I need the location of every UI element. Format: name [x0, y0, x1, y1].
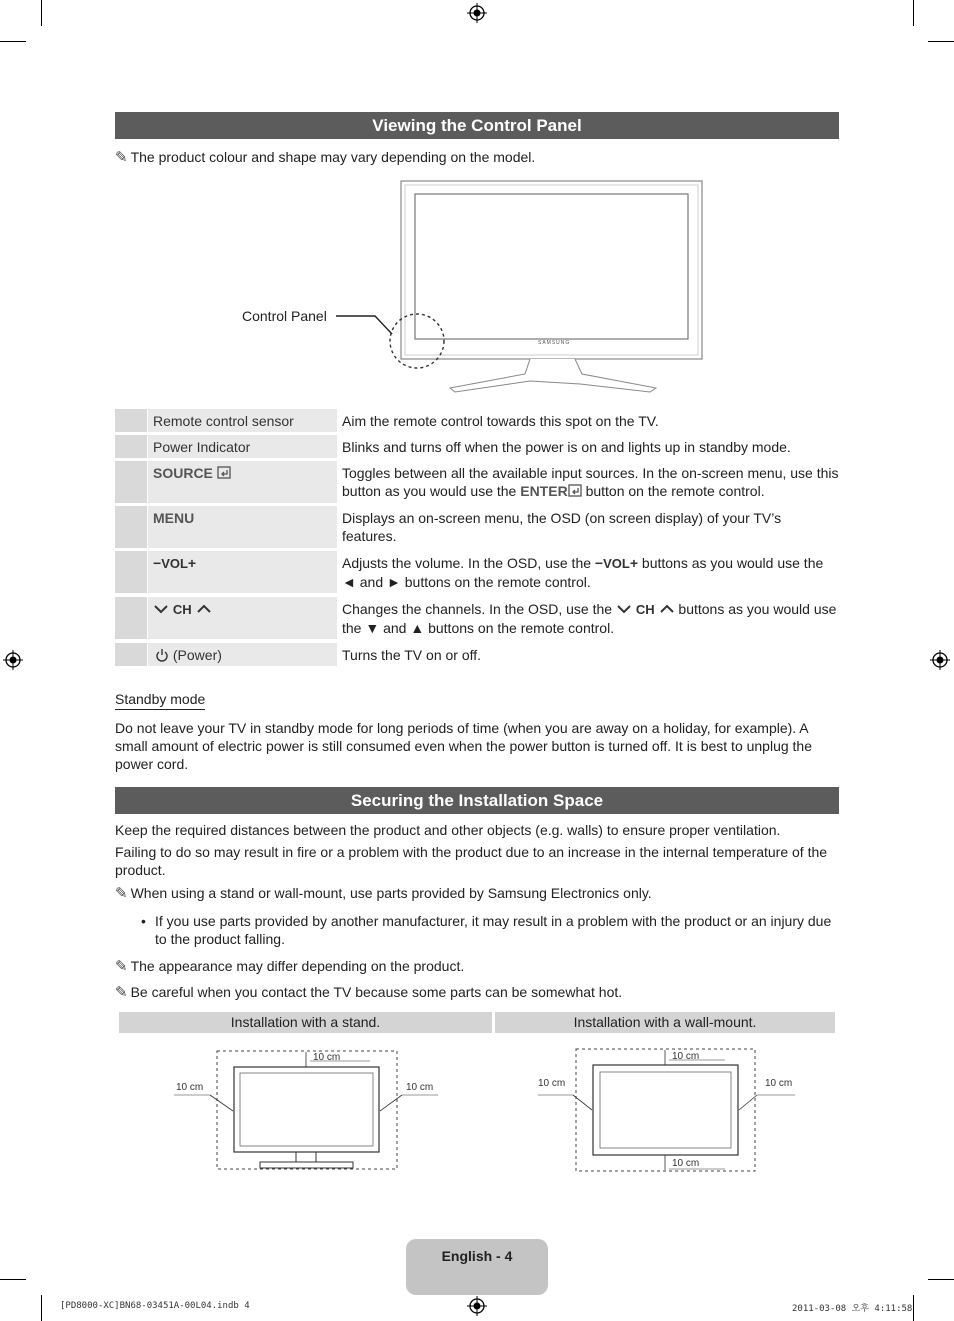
table-row — [115, 551, 839, 593]
note-pencil-icon: ✎ — [115, 984, 128, 1001]
wall-mount-diagram — [535, 1040, 800, 1175]
crop-mark — [0, 1279, 26, 1280]
control-name: Power Indicator — [148, 435, 337, 458]
install-paragraph-1: Keep the required distances between the product and other objects (e.g. walls) to ensure proper ventilation. — [115, 822, 781, 838]
control-name-source: SOURCE — [148, 461, 337, 503]
note-product-colour — [115, 148, 535, 167]
bullet-icon: • — [141, 913, 146, 929]
stand-diagram — [170, 1045, 445, 1175]
distance-label-right: 10 cm — [765, 1078, 793, 1089]
crop-mark — [913, 1295, 914, 1321]
section-title-control-panel: Viewing the Control Panel — [115, 112, 839, 139]
distance-label-left: 10 cm — [538, 1078, 566, 1089]
section-title-installation: Securing the Installation Space — [115, 787, 839, 814]
registration-mark-icon — [467, 3, 487, 23]
crop-mark — [41, 0, 42, 26]
wall-header: Installation with a wall-mount. — [495, 1012, 835, 1033]
control-name-ch: CH — [148, 597, 337, 639]
note-appearance: ✎ The appearance may differ depending on the product. — [115, 958, 465, 975]
note-samsung-parts: ✎ When using a stand or wall-mount, use parts provided by Samsung Electronics only. — [115, 885, 652, 902]
crop-mark — [928, 41, 954, 42]
tv-illustration — [230, 176, 710, 396]
control-desc: Toggles between all the available input sources. In the on-screen menu, use this button as you would use the ENTER button on the remote control. — [342, 465, 839, 499]
control-desc: Aim the remote control towards this spot on the TV. — [342, 413, 659, 429]
table-row — [115, 506, 839, 548]
crop-mark — [913, 0, 914, 26]
control-name-power: (Power) — [148, 643, 337, 666]
registration-mark-icon — [930, 650, 950, 670]
distance-label-left: 10 cm — [176, 1082, 204, 1093]
note-hot-parts: ✎ Be careful when you contact the TV because some parts can be somewhat hot. — [115, 984, 623, 1001]
crop-mark — [0, 41, 26, 42]
plus-icon: + — [187, 555, 197, 571]
install-paragraph-2: Failing to do so may result in fire or a problem with the product due to an increase in the internal temperature of the product. — [115, 844, 828, 878]
note-text: The product colour and shape may vary depending on the model. — [130, 149, 536, 165]
chevron-down-icon — [153, 603, 169, 615]
distance-label-top: 10 cm — [672, 1051, 700, 1062]
standby-heading: Standby mode — [115, 690, 205, 710]
distance-label-top: 10 cm — [313, 1052, 341, 1063]
control-desc: Displays an on-screen menu, the OSD (on screen display) of your TV’s features. — [342, 510, 782, 544]
distance-label-bottom: 10 cm — [672, 1158, 700, 1169]
control-desc: Changes the channels. In the OSD, use the CH buttons as you would use the ▼ and ▲ buttons on the remote control. — [342, 601, 837, 636]
print-slug-file: [PD8000-XC]BN68-03451A-00L04.indb 4 — [60, 1301, 250, 1311]
registration-mark-icon — [3, 650, 23, 670]
table-row — [115, 597, 839, 639]
note-pencil-icon: ✎ — [115, 149, 128, 166]
control-desc: Blinks and turns off when the power is on and lights up in standby mode. — [342, 439, 791, 455]
registration-mark-icon — [467, 1296, 487, 1316]
page-number-tab: English - 4 — [406, 1239, 548, 1295]
crop-mark — [928, 1279, 954, 1280]
control-panel-callout: Control Panel — [242, 308, 327, 324]
plus-icon: + — [629, 555, 639, 571]
crop-mark — [41, 1295, 42, 1321]
power-icon — [155, 648, 169, 662]
control-name: Remote control sensor — [148, 409, 337, 432]
table-row — [115, 643, 839, 666]
control-desc: Turns the TV on or off. — [342, 647, 482, 663]
note-pencil-icon: ✎ — [115, 885, 128, 902]
control-desc: Adjusts the volume. In the OSD, use the −VOL+ buttons as you would use the ◄ and ► buttons on the remote control. — [342, 555, 824, 590]
chevron-down-icon — [616, 603, 632, 615]
stand-header: Installation with a stand. — [119, 1012, 492, 1033]
tv-brand-logo: SAMSUNG — [538, 340, 571, 346]
print-slug-date: 2011-03-08 오후 4:11:58 — [792, 1304, 913, 1314]
note-pencil-icon: ✎ — [115, 958, 128, 975]
minus-icon: − — [594, 555, 604, 571]
table-row — [115, 409, 839, 432]
distance-label-right: 10 cm — [406, 1082, 434, 1093]
table-row — [115, 435, 839, 458]
minus-icon: − — [153, 555, 162, 571]
chevron-up-icon — [196, 603, 212, 615]
control-name: MENU — [148, 506, 337, 548]
standby-text: Do not leave your TV in standby mode for long periods of time (when you are away on a holiday, for example). A small amount of electric power is still consumed even when the power button is turned off. It is best to unplug the power cord. — [115, 720, 813, 772]
enter-icon — [217, 466, 231, 479]
bullet-text: If you use parts provided by another manufacturer, it may result in a problem with the product or an injury due to the product falling. — [155, 913, 832, 947]
enter-icon — [568, 484, 582, 497]
chevron-up-icon — [659, 603, 675, 615]
control-name-vol: −VOL+ — [148, 551, 337, 593]
table-row — [115, 461, 839, 503]
